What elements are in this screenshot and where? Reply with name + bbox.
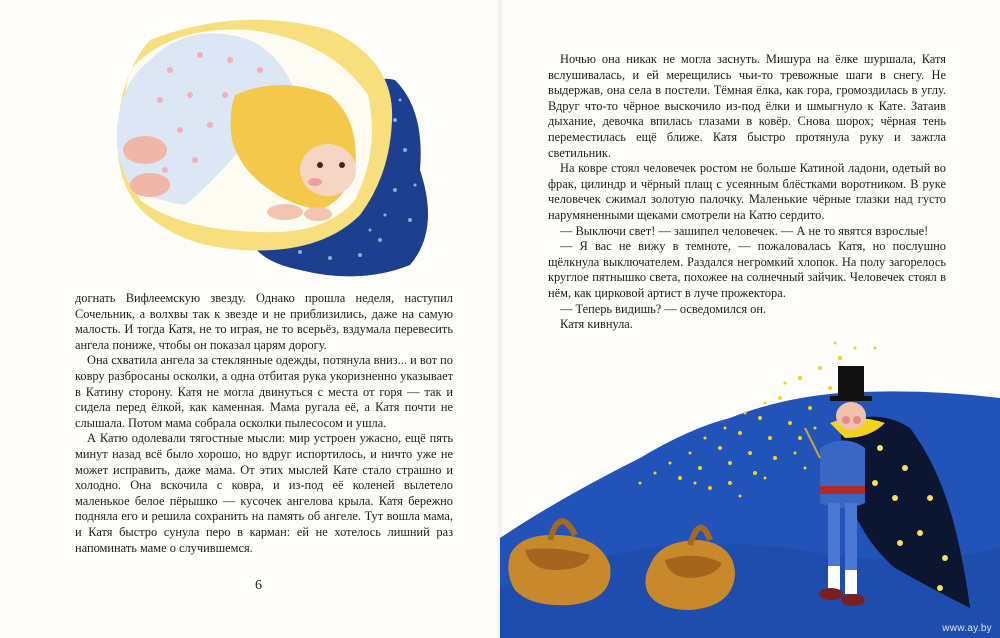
paragraph: — Я вас не вижу в темноте, — пожаловалась Катя, но послушно щёлкнула выключателем. Раздался негромкий хлопок. На полу загорелось круглое пятнышко света, похожее на солнечный зайчик. Человечек стоял в нём, как цирковой артист в луче прожектора. <box>548 239 946 300</box>
paragraph: Ночью она никак не могла заснуть. Мишура на ёлке шуршала, Катя вслушивалась, и ей мерещились чьи-то тревожные шаги в снегу. Не выдержав, она села в постели. Тёмная ёлка, как гора, громоздилась в углу. Вдруг что-то чёрное выскочило из-под ёлки и шмыгнуло к Кате. Затаив дыхание, девочка впилась глазами в ковёр. Снова шорох; чёрная тень переместилась ещё ближе. Катя быстро протянула руку и зажгла светильник. <box>548 52 946 160</box>
paragraph: Катя кивнула. <box>560 317 633 332</box>
paragraph: догнать Вифлеемскую звезду. Однако прошла неделя, наступил Сочельник, а волхвы так к звезде и не приблизились, даже на самую малость. И тогда Катя, не то играя, не то всерьёз, вздумала перевесить ангела пониже, чтобы он показал царям дорогу. <box>75 291 453 352</box>
left-page-text <box>75 291 453 556</box>
paragraph: А Катю одолевали тягостные мысли: мир устроен ужасно, ещё пять минут назад всё было хорошо, но вдруг испортилось, и ничто уже не может исправить, даже мама. От этих мыслей Кате стало страшно и холодно. Она вскочила с ковра, и из-под её коленей вылетело маленькое белое пёрышко — кусочек ангелова крыла. Катя бережно подняла его и решила сохранить на память об ангеле. Тут вошла мама, и Катя быстро сунула перо в карман: ей не хотелось лишний раз напоминать маме о случившемся. <box>75 431 453 555</box>
page-number: 6 <box>255 578 262 593</box>
paragraph: Она схватила ангела за стеклянные одежды, потянула вниз... и вот по ковру разбросаны осколки, а одна отбитая рука укоризненно указывает в Катину сторону. Катя не могла двинуться с места от горя — так и сидела перед ёлкой, как каменная. Мама ругала её, а Катя почти не слышала. Потом мама собрала осколки пылесосом и ушла. <box>75 353 453 430</box>
shoes-illustration <box>500 495 740 625</box>
girl-illustration <box>0 0 500 290</box>
paragraph: На ковре стоял человечек ростом не больше Катиной ладони, одетый во фрак, цилиндр и чёрный плащ с усеянным блёстками воротником. В руке человечек сжимал золотую палочку. Маленькие чёрные глазки над густо нарумяненными щеками смотрели на Катю сердито. <box>548 161 946 222</box>
paragraph: — Теперь видишь? — осведомился он. <box>560 301 767 316</box>
paragraph: — Выключи свет! — зашипел человечек. — А не то явятся взрослые! <box>560 223 929 238</box>
right-page-text <box>548 52 946 333</box>
watermark: www.ay.by <box>942 623 992 634</box>
